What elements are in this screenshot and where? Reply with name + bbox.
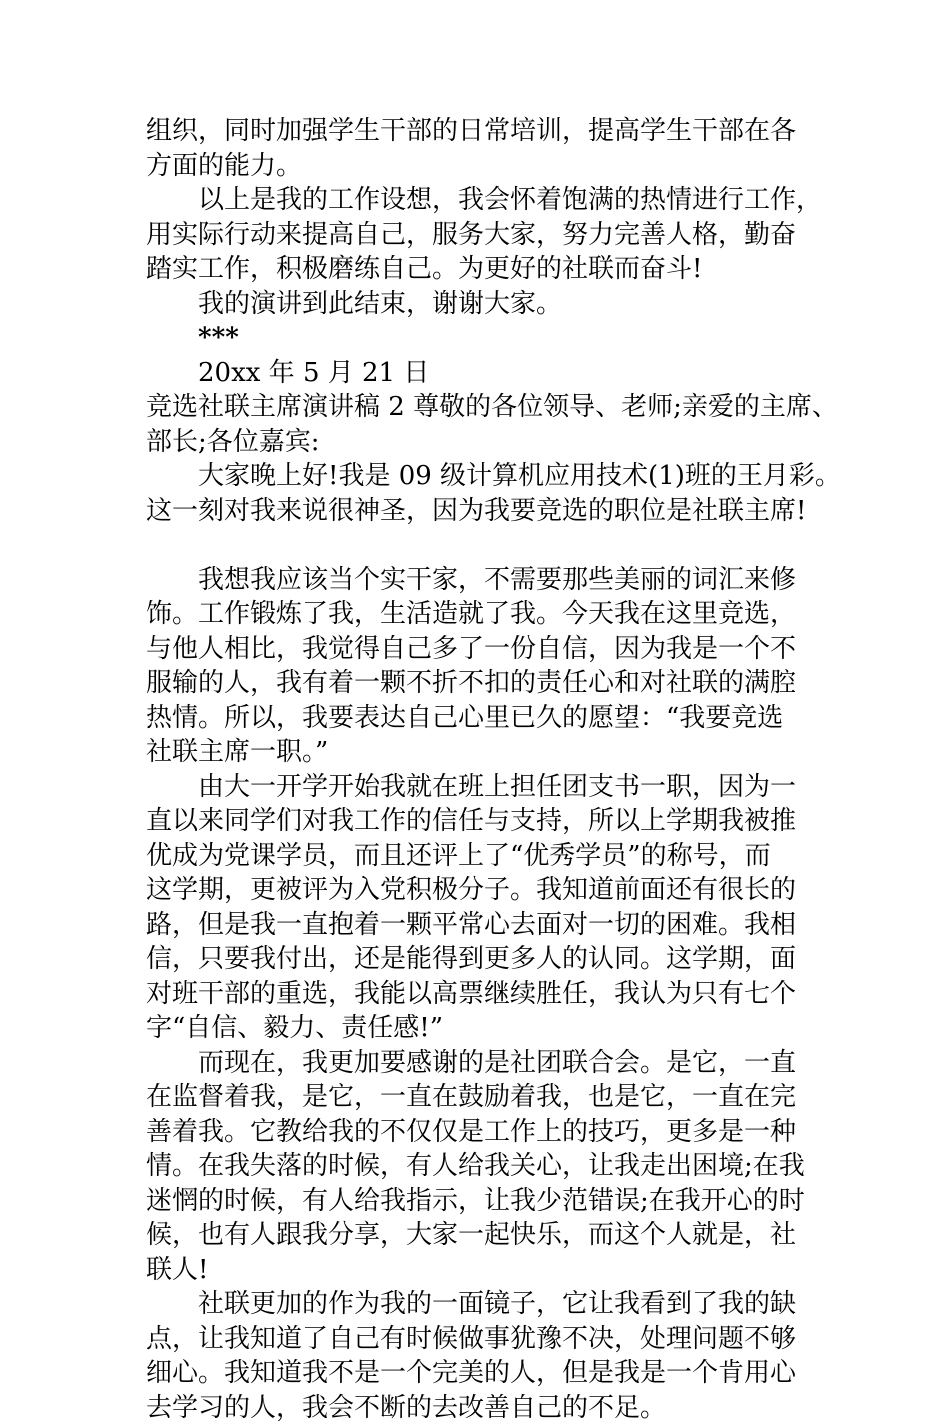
text-line: 部长;各位嘉宾: — [146, 425, 826, 460]
text-line: 以上是我的工作设想，我会怀着饱满的热情进行工作， — [146, 183, 826, 218]
text-line: 由大一开学开始我就在班上担任团支书一职，因为一 — [146, 770, 826, 805]
text-line: 候，也有人跟我分享，大家一起快乐，而这个人就是，社 — [146, 1218, 826, 1253]
text-line: 社联主席一职。” — [146, 735, 826, 770]
document-body — [146, 114, 826, 1425]
text-line: 踏实工作，积极磨练自己。为更好的社联而奋斗! — [146, 252, 826, 287]
text-line: 这学期，更被评为入党积极分子。我知道前面还有很长的 — [146, 873, 826, 908]
text-line: 字“自信、毅力、责任感!” — [146, 1011, 826, 1046]
text-line: 情。在我失落的时候，有人给我关心，让我走出困境;在我 — [146, 1149, 826, 1184]
text-line: 信，只要我付出，还是能得到更多人的认同。这学期，面 — [146, 942, 826, 977]
text-line: 方面的能力。 — [146, 149, 826, 184]
text-line: 社联更加的作为我的一面镜子，它让我看到了我的缺 — [146, 1287, 826, 1322]
text-line: 优成为党课学员，而且还评上了“优秀学员”的称号，而 — [146, 839, 826, 874]
text-line: 服输的人，我有着一颗不折不扣的责任心和对社联的满腔 — [146, 666, 826, 701]
section-title-line: 竞选社联主席演讲稿 2 尊敬的各位领导、老师;亲爱的主席、 — [146, 390, 826, 425]
date-line: 20xx 年 5 月 21 日 — [146, 356, 826, 391]
text-line: 大家晚上好!我是 09 级计算机应用技术(1)班的王月彩。 — [146, 459, 826, 494]
text-line: 我的演讲到此结束，谢谢大家。 — [146, 287, 826, 322]
signature-stars: *** — [146, 321, 826, 356]
text-line: 与他人相比，我觉得自己多了一份自信，因为我是一个不 — [146, 632, 826, 667]
text-line: 点，让我知道了自己有时候做事犹豫不决，处理问题不够 — [146, 1322, 826, 1357]
text-line: 迷惘的时候，有人给我指示，让我少范错误;在我开心的时 — [146, 1184, 826, 1219]
text-line: 用实际行动来提高自己，服务大家，努力完善人格，勤奋 — [146, 218, 826, 253]
text-line: 细心。我知道我不是一个完美的人，但是我是一个肯用心 — [146, 1356, 826, 1391]
text-line: 路，但是我一直抱着一颗平常心去面对一切的困难。我相 — [146, 908, 826, 943]
text-line: 热情。所以，我要表达自己心里已久的愿望：“我要竞选 — [146, 701, 826, 736]
text-line: 去学习的人，我会不断的去改善自己的不足。 — [146, 1391, 826, 1425]
text-line: 对班干部的重选，我能以高票继续胜任，我认为只有七个 — [146, 977, 826, 1012]
text-line: 善着我。它教给我的不仅仅是工作上的技巧，更多是一种 — [146, 1115, 826, 1150]
text-line: 联人! — [146, 1253, 826, 1288]
text-line: 我想我应该当个实干家，不需要那些美丽的词汇来修 — [146, 563, 826, 598]
text-line: 直以来同学们对我工作的信任与支持，所以上学期我被推 — [146, 804, 826, 839]
text-line: 组织，同时加强学生干部的日常培训，提高学生干部在各 — [146, 114, 826, 149]
blank-line — [146, 528, 826, 563]
text-line: 饰。工作锻炼了我，生活造就了我。今天我在这里竞选， — [146, 597, 826, 632]
text-line: 在监督着我，是它，一直在鼓励着我，也是它，一直在完 — [146, 1080, 826, 1115]
text-line: 这一刻对我来说很神圣，因为我要竞选的职位是社联主席! — [146, 494, 826, 529]
text-line: 而现在，我更加要感谢的是社团联合会。是它，一直 — [146, 1046, 826, 1081]
